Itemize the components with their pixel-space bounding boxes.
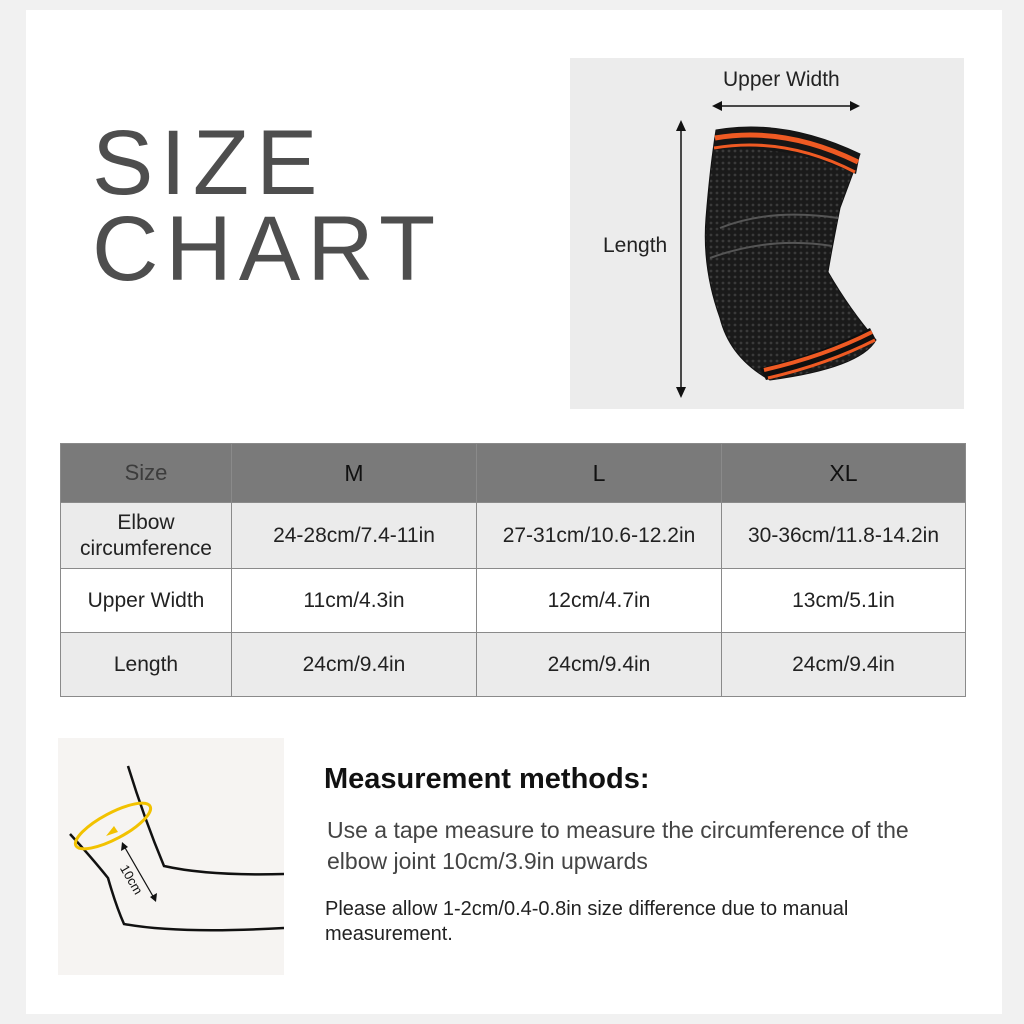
table-cell: 24cm/9.4in [477, 633, 722, 697]
title-line-1: SIZE [92, 112, 325, 214]
table-row [61, 569, 966, 633]
table-row [61, 633, 966, 697]
length-label: Length [603, 234, 668, 257]
size-header-label: Size [61, 444, 232, 503]
length-arrow [676, 120, 686, 398]
table-cell: 30-36cm/11.8-14.2in [722, 503, 966, 569]
table-cell: 24cm/9.4in [722, 633, 966, 697]
arm-measurement-diagram [58, 738, 284, 975]
size-table [60, 443, 966, 697]
measurement-instruction: Use a tape measure to measure the circumference of the elbow joint 10cm/3.9in upwards [327, 817, 909, 874]
table-row [61, 503, 966, 569]
upper-width-arrow [712, 101, 860, 111]
tape-measure-ring [70, 795, 156, 857]
measurement-methods-title: Measurement methods: [324, 763, 650, 795]
measurement-note: Please allow 1-2cm/0.4-0.8in size difference due to manual measurement. [325, 898, 849, 945]
product-image-panel [570, 58, 964, 409]
sleeve-body [705, 127, 876, 380]
table-cell: 11cm/4.3in [232, 569, 477, 633]
size-header-xl: XL [722, 444, 966, 503]
title-line-2: CHART [92, 198, 443, 300]
arm-upper-outline [128, 766, 284, 874]
tape-arrow-icon [106, 826, 118, 836]
row-label-upper-width: Upper Width [61, 569, 232, 633]
row-label-length: Length [61, 633, 232, 697]
size-header-m: M [232, 444, 477, 503]
size-header-l: L [477, 444, 722, 503]
table-cell: 24cm/9.4in [232, 633, 477, 697]
row-label-elbow-circumference: Elbow circumference [61, 503, 232, 569]
table-cell: 13cm/5.1in [722, 569, 966, 633]
upper-width-label: Upper Width [723, 68, 840, 91]
arm-lower-outline [70, 834, 284, 930]
size-table-header-row [61, 444, 966, 503]
page-title [92, 112, 443, 300]
measurement-diagram-panel [58, 738, 284, 975]
table-cell: 24-28cm/7.4-11in [232, 503, 477, 569]
ten-cm-label: 10cm [117, 862, 146, 898]
table-cell: 27-31cm/10.6-12.2in [477, 503, 722, 569]
table-cell: 12cm/4.7in [477, 569, 722, 633]
